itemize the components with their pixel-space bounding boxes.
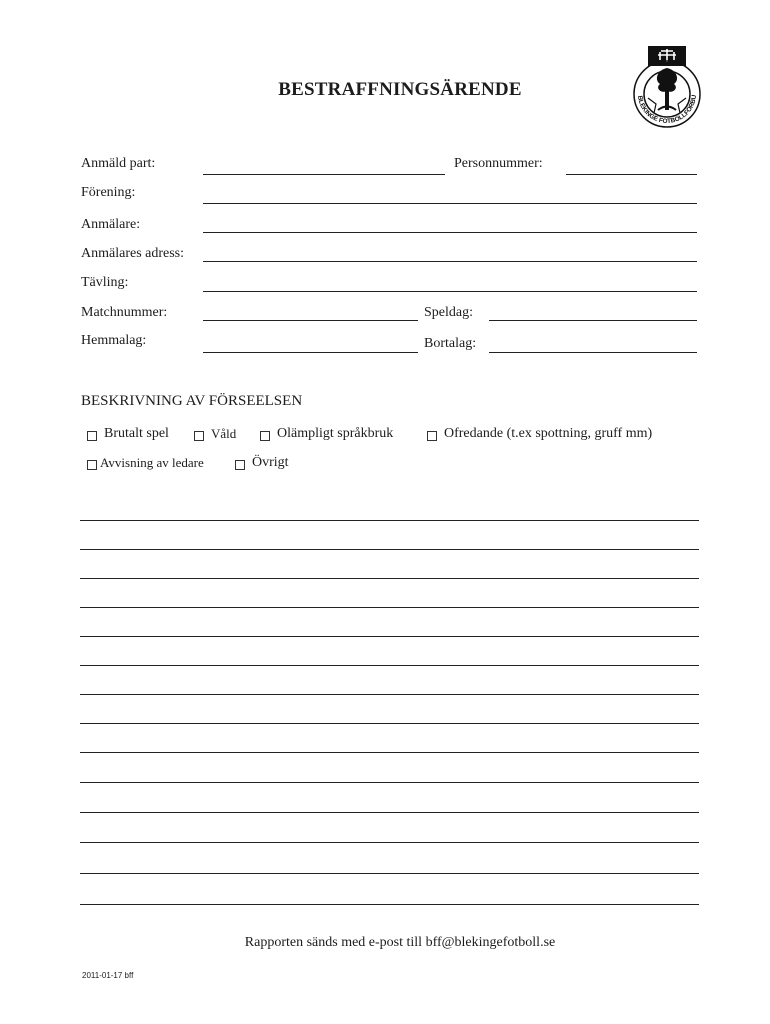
matchnummer-label: Matchnummer: [81, 305, 168, 320]
olampligt-sprakbruk-checkbox[interactable] [260, 426, 393, 442]
description-line[interactable] [80, 549, 699, 550]
date-stamp: 2011-01-17 bff [82, 971, 134, 980]
anmald-part-field[interactable] [203, 174, 445, 175]
checkbox-box[interactable] [194, 431, 204, 441]
brutalt-spel-label: Brutalt spel [104, 426, 169, 441]
description-line[interactable] [80, 842, 699, 843]
vald-checkbox[interactable] [194, 426, 236, 442]
anmalare-field[interactable] [203, 232, 697, 233]
checkbox-box[interactable] [260, 431, 270, 441]
description-line[interactable] [80, 904, 699, 905]
ovrigt-label: Övrigt [252, 455, 289, 470]
tavling-label: Tävling: [81, 275, 129, 290]
ofredande-label: Ofredande (t.ex spottning, gruff mm) [444, 426, 653, 441]
vald-label: Våld [211, 426, 237, 441]
speldag-label: Speldag: [424, 305, 473, 320]
speldag-field[interactable] [489, 320, 697, 321]
description-line[interactable] [80, 578, 699, 579]
anmald-part-label: Anmäld part: [81, 156, 156, 171]
checkbox-box[interactable] [427, 431, 437, 441]
description-line[interactable] [80, 694, 699, 695]
section-title: BESKRIVNING AV FÖRSEELSEN [81, 393, 303, 409]
anmalares-adress-label: Anmälares adress: [81, 246, 185, 261]
brutalt-spel-checkbox[interactable] [87, 426, 169, 442]
ovrigt-checkbox[interactable] [235, 455, 289, 471]
personnummer-label: Personnummer: [454, 156, 543, 171]
description-line[interactable] [80, 812, 699, 813]
description-line[interactable] [80, 752, 699, 753]
forening-field[interactable] [203, 203, 697, 204]
description-line[interactable] [80, 636, 699, 637]
hemmalag-field[interactable] [203, 352, 418, 353]
bortalag-label: Bortalag: [424, 336, 477, 351]
description-line[interactable] [80, 520, 699, 521]
avvisning-label: Avvisning av ledare [100, 455, 204, 470]
anmalare-label: Anmälare: [81, 217, 141, 232]
avvisning-checkbox[interactable] [87, 455, 204, 471]
description-line[interactable] [80, 607, 699, 608]
checkbox-box[interactable] [235, 460, 245, 470]
ofredande-checkbox[interactable] [427, 426, 652, 442]
page-title: BESTRAFFNINGSÄRENDE [278, 79, 522, 100]
description-line[interactable] [80, 723, 699, 724]
footer-instruction: Rapporten sänds med e-post till bff@blekingefotboll.se [244, 935, 556, 950]
description-line[interactable] [80, 873, 699, 874]
checkbox-box[interactable] [87, 460, 97, 470]
olampligt-sprakbruk-label: Olämpligt språkbruk [277, 426, 394, 441]
description-line[interactable] [80, 665, 699, 666]
description-line[interactable] [80, 782, 699, 783]
tavling-field[interactable] [203, 291, 697, 292]
personnummer-field[interactable] [566, 174, 697, 175]
anmalares-adress-field[interactable] [203, 261, 697, 262]
matchnummer-field[interactable] [203, 320, 418, 321]
checkbox-box[interactable] [87, 431, 97, 441]
bortalag-field[interactable] [489, 352, 697, 353]
hemmalag-label: Hemmalag: [81, 333, 147, 348]
forening-label: Förening: [81, 185, 136, 200]
svg-text:BLEKINGE FOTBOLLFÖRBUND: BLEKINGE FOTBOLLFÖRBU [635, 94, 699, 126]
